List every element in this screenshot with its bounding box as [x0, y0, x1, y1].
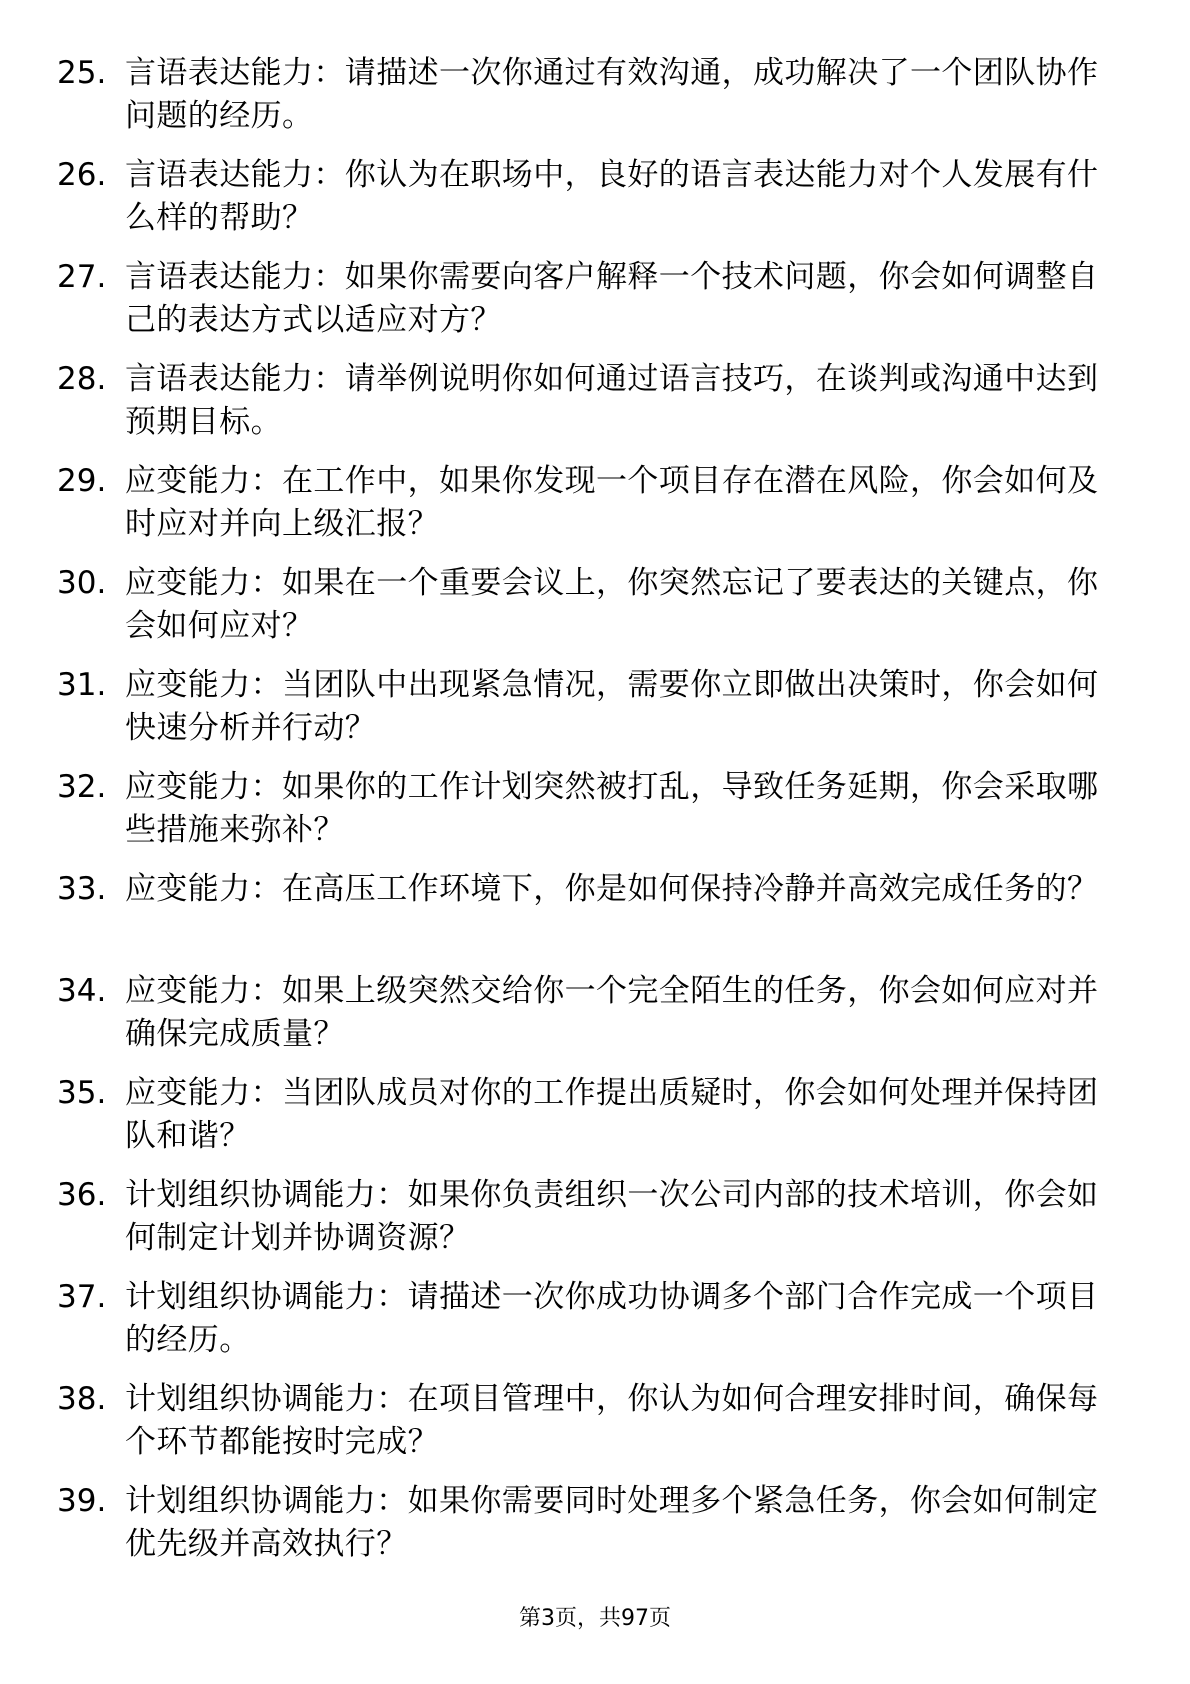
question-item [57, 154, 1117, 256]
question-number: 36. [57, 1177, 107, 1213]
question-item [57, 766, 1117, 868]
question-item [57, 868, 1117, 970]
question-item [57, 970, 1117, 1072]
question-number: 27. [57, 259, 107, 295]
question-text: 计划组织协调能力：在项目管理中，你认为如何合理安排时间，确保每个环节都能按时完成？ [125, 1381, 1099, 1460]
question-text: 应变能力：如果你的工作计划突然被打乱，导致任务延期，你会采取哪些措施来弥补？ [125, 769, 1099, 848]
question-number: 39. [57, 1483, 107, 1519]
question-item [57, 1480, 1117, 1582]
question-text: 应变能力：当团队成员对你的工作提出质疑时，你会如何处理并保持团队和谐？ [125, 1075, 1099, 1154]
question-number: 28. [57, 361, 107, 397]
question-item [57, 562, 1117, 664]
question-item [57, 460, 1117, 562]
question-text: 计划组织协调能力：如果你需要同时处理多个紧急任务，你会如何制定优先级并高效执行？ [125, 1483, 1099, 1562]
question-number: 35. [57, 1075, 107, 1111]
question-text: 应变能力：如果上级突然交给你一个完全陌生的任务，你会如何应对并确保完成质量？ [125, 973, 1099, 1052]
page-footer: 第3页，共97页 [519, 1606, 671, 1631]
question-item [57, 1378, 1117, 1480]
question-number: 33. [57, 871, 107, 907]
question-item [57, 1174, 1117, 1276]
question-number: 30. [57, 565, 107, 601]
question-text: 言语表达能力：请描述一次你通过有效沟通，成功解决了一个团队协作问题的经历。 [125, 55, 1099, 134]
question-item [57, 1072, 1117, 1174]
question-number: 32. [57, 769, 107, 805]
question-number: 38. [57, 1381, 107, 1417]
question-list [57, 52, 1117, 1582]
question-text: 言语表达能力：如果你需要向客户解释一个技术问题，你会如何调整自己的表达方式以适应对方？ [125, 259, 1099, 338]
question-item [57, 664, 1117, 766]
question-number: 37. [57, 1279, 107, 1315]
question-text: 计划组织协调能力：请描述一次你成功协调多个部门合作完成一个项目的经历。 [125, 1279, 1099, 1358]
question-item [57, 1276, 1117, 1378]
question-text: 应变能力：在高压工作环境下，你是如何保持冷静并高效完成任务的？ [125, 871, 1099, 907]
question-text: 应变能力：当团队中出现紧急情况，需要你立即做出决策时，你会如何快速分析并行动？ [125, 667, 1099, 746]
question-number: 29. [57, 463, 107, 499]
question-text: 应变能力：如果在一个重要会议上，你突然忘记了要表达的关键点，你会如何应对？ [125, 565, 1099, 644]
question-number: 31. [57, 667, 107, 703]
question-item [57, 256, 1117, 358]
question-text: 计划组织协调能力：如果你负责组织一次公司内部的技术培训，你会如何制定计划并协调资源？ [125, 1177, 1099, 1256]
question-number: 34. [57, 973, 107, 1009]
question-item [57, 52, 1117, 154]
question-item [57, 358, 1117, 460]
question-number: 25. [57, 55, 107, 91]
question-number: 26. [57, 157, 107, 193]
question-text: 言语表达能力：你认为在职场中，良好的语言表达能力对个人发展有什么样的帮助？ [125, 157, 1099, 236]
question-text: 应变能力：在工作中，如果你发现一个项目存在潜在风险，你会如何及时应对并向上级汇报？ [125, 463, 1099, 542]
question-text: 言语表达能力：请举例说明你如何通过语言技巧，在谈判或沟通中达到预期目标。 [125, 361, 1099, 440]
